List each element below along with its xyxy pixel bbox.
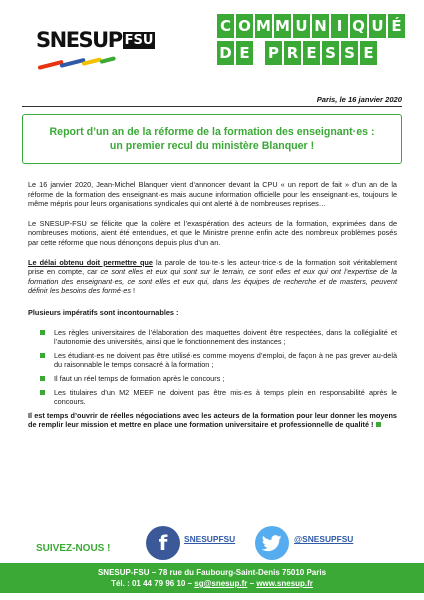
banner-gap (255, 41, 263, 65)
green-square-bullet-icon (40, 376, 45, 381)
banner-letter-cell: E (360, 41, 377, 65)
snesup-logo (28, 26, 154, 76)
banner-row-communique (217, 14, 405, 38)
banner-letter-cell: E (236, 41, 253, 65)
paragraph-2: Le SNESUP-FSU se félicite que la colère et l’exaspération des acteurs de la formation, exprimées dans de nombreuses motions, aient été entendues, et que le Ministre prenne enfin acte des nombreux problèmes posés par cette réforme que nous dénonçons depuis plus d’un an. (28, 218, 397, 247)
banner-letter-cell: É (388, 14, 405, 38)
logo-suffix: FSU (124, 33, 154, 48)
footer-address: SNESUP-FSU – 78 rue du Faubourg-Saint-Denis 75010 Paris (97, 568, 327, 577)
communique-de-presse-banner (217, 14, 405, 68)
list-item: Les étudiant·es ne doivent pas être utilisé·es comme moyens d’emploi, de façon à ne pas grever au-delà du raisonnable le temps consacré à la formation ; (40, 351, 397, 370)
footer-phone: Tél. : 01 44 79 96 10 – (111, 579, 195, 588)
banner-letter-cell: U (293, 14, 310, 38)
green-square-bullet-icon (40, 390, 45, 395)
green-square-end-icon (376, 422, 381, 427)
twitter-bird-icon[interactable] (255, 526, 289, 560)
banner-letter-cell: D (217, 41, 234, 65)
paragraph-3-mid: la parole de tou·te·s les acteur·trice·s de la formation soit véritablement prise en compte, car (28, 257, 397, 277)
banner-letter-cell: I (331, 14, 348, 38)
green-square-bullet-icon (40, 353, 45, 358)
paragraph-3 (28, 258, 397, 296)
banner-letter-cell: M (274, 14, 291, 38)
list-item: Les titulaires d’un M2 MEEF ne doivent pas être mis·es à temps plein en responsabilité après le concours. (40, 388, 397, 407)
facebook-icon[interactable]: f (146, 526, 180, 560)
banner-letter-cell: N (312, 14, 329, 38)
twitter-handle-link[interactable]: @SNESUPFSU (294, 534, 354, 544)
facebook-handle-link[interactable]: SNESUPFSU (184, 534, 236, 544)
headline-box (22, 114, 402, 164)
banner-letter-cell: C (217, 14, 234, 38)
banner-letter-cell: P (265, 41, 282, 65)
green-square-bullet-icon (40, 330, 45, 335)
banner-letter-cell: O (236, 14, 253, 38)
header-divider (22, 106, 402, 107)
list-heading: Plusieurs impératifs sont incontournables : (28, 307, 179, 317)
headline-line-1: Report d’un an de la réforme de la formation des enseignant·es : (49, 126, 375, 138)
closing-paragraph: Il est temps d’ouvrir de réelles négociations avec les acteurs de la formation pour leur donner les moyens de remplir leur mission et mettre en place une formation universitaire et professionnelle de qualité ! (28, 410, 397, 430)
logo-stripes-icon (38, 60, 118, 74)
paragraph-3-end: ! (131, 286, 136, 296)
banner-letter-cell: U (369, 14, 386, 38)
list-item: Les règles universitaires de l’élaboration des maquettes doivent être respectées, dans la collégialité et l’autonomie des universités, ainsi que le fonctionnement des instances ; (40, 328, 397, 347)
banner-letter-cell: Q (350, 14, 367, 38)
banner-letter-cell: R (284, 41, 301, 65)
paragraph-3-italic: ce sont elles et eux qui sont sur le terrain, ce sont elles et eux qui ont l’expertise de la formation des enseignant·es, ce sont elles et eux qui, dans les équipes de recherche et de masters, peuvent définir les besoins des formé·es (28, 267, 397, 296)
paragraph-1: Le 16 janvier 2020, Jean-Michel Blanquer vient d’annoncer devant la CPU « un report de fait » d’un an de la réforme de la formation des enseignant·es mais aucune information officielle pour les enseignant·es, toujours le même mépris pour leurs organisations syndicales qui ont alerté à de nombreuses reprises… (28, 180, 397, 209)
release-date: Paris, le 16 janvier 2020 (316, 95, 402, 104)
banner-letter-cell: M (255, 14, 272, 38)
banner-letter-cell: E (303, 41, 320, 65)
list-item: Il faut un réel temps de formation après le concours ; (40, 374, 397, 384)
paragraph-3-lead: Le délai obtenu doit permettre que (28, 257, 153, 267)
requirements-list (28, 328, 397, 407)
footer-email-link[interactable]: sg@snesup.fr (194, 579, 248, 588)
banner-letter-cell: S (341, 41, 358, 65)
contact-footer: SNESUP-FSU – 78 rue du Faubourg-Saint-Denis 75010 Paris Tél. : 01 44 79 96 10 – sg@snesup.fr – www.snesup.fr (0, 563, 424, 593)
logo-name: SNESUP (36, 28, 122, 52)
banner-row-de-presse (217, 41, 405, 65)
headline-line-2: un premier recul du ministère Blanquer ! (109, 140, 315, 152)
footer-website-link[interactable]: www.snesup.fr (256, 579, 313, 588)
banner-letter-cell: S (322, 41, 339, 65)
follow-us-label: SUIVEZ-NOUS ! (36, 543, 111, 554)
body-text (28, 180, 397, 440)
